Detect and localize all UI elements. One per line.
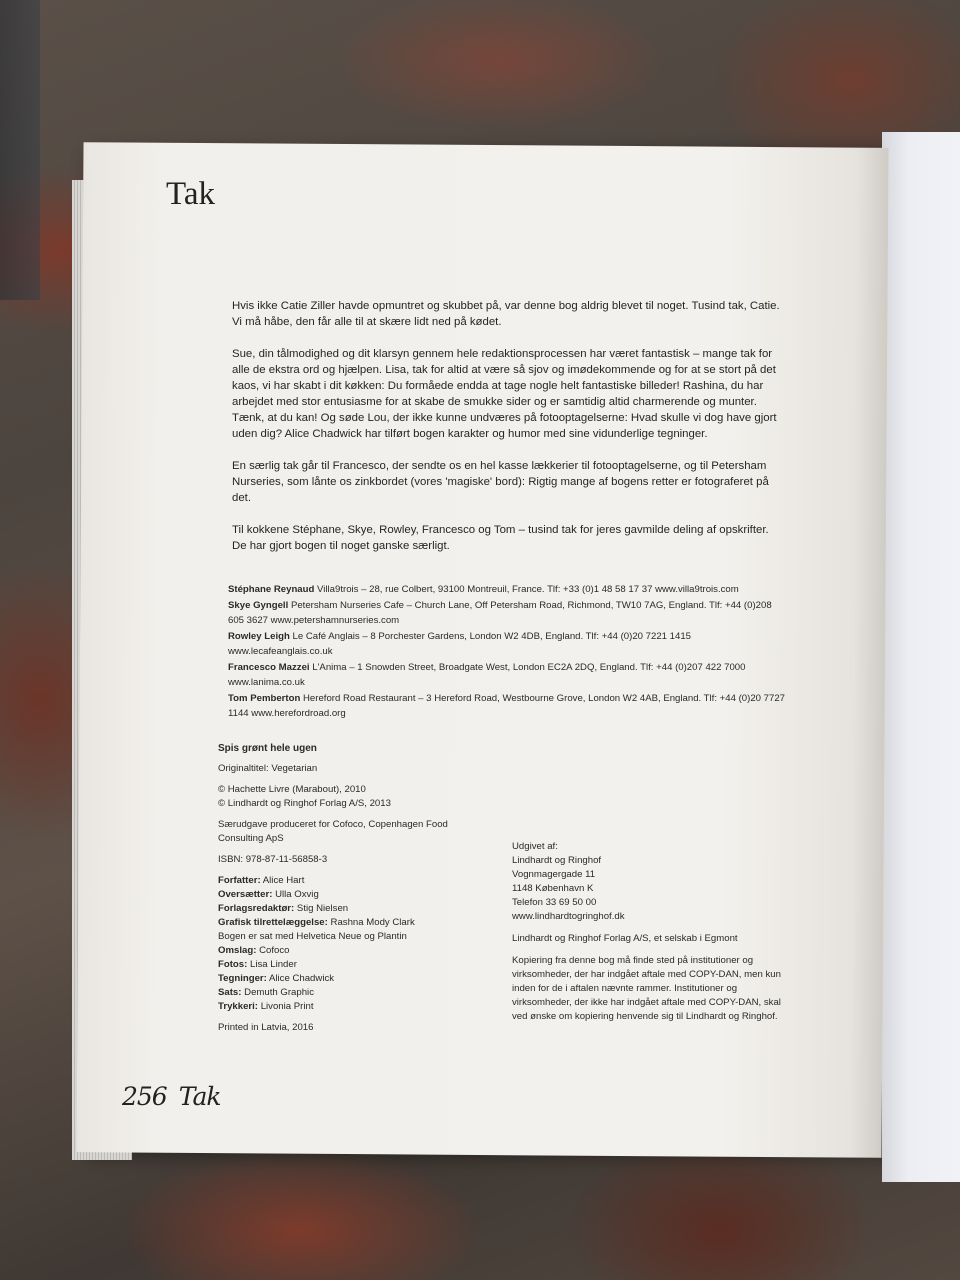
copyright-line: © Lindhardt og Ringhof Forlag A/S, 2013: [218, 798, 391, 809]
contact-details: Petersham Nurseries Cafe – Church Lane, Off Petersham Road, Richmond, TW10 7AG, England. Tlf: +44 (0)208 605 3627 www.petershamnurseries.com: [228, 599, 772, 626]
credit-label: Fotos:: [218, 959, 248, 970]
address-line: www.lindhardtogringhof.dk: [512, 911, 625, 922]
copy-notice: Kopiering fra denne bog må finde sted på institutioner og virksomheder, der har indgået aftale med COPY-DAN, men kun inden for de i aftalen nævnte rammer. Institutioner og virksomheder, der ikke har indgået aftale med COPY-DAN, skal ved ønske om kopiering henvende sig til Lindhardt og Ringhof.: [512, 955, 781, 1022]
credit-value: Bogen er sat med Helvetica Neue og Plantin: [218, 931, 407, 942]
copyright: [218, 783, 478, 811]
contact-details: Villa9trois – 28, rue Colbert, 93100 Montreuil, France. Tlf: +33 (0)1 48 58 17 37 www.villa9trois.com: [317, 584, 739, 595]
paragraph: Hvis ikke Catie Ziller havde opmuntret og skubbet på, var denne bog aldrig blevet til noget. Tusind tak, Catie. Vi må håbe, den får alle til at skære lidt ned på kødet.: [232, 300, 780, 328]
credit-line: [218, 986, 478, 1000]
publisher-label: Udgivet af:: [512, 841, 558, 852]
credit-line: [218, 930, 478, 944]
credits: [218, 874, 478, 1014]
paragraph: Til kokkene Stéphane, Skye, Rowley, Francesco og Tom – tusind tak for jeres gavmilde deling af opskrifter. De har gjort bogen til noget ganske særligt.: [232, 524, 769, 552]
contact-name: Skye Gyngell: [228, 599, 289, 611]
contact-details: Hereford Road Restaurant – 3 Hereford Road, Westbourne Grove, London W2 4AB, England. Tlf: +44 (0)20 7727 1144 www.herefordroad.org: [228, 692, 786, 719]
contact-details: L'Anima – 1 Snowden Street, Broadgate West, London EC2A 2DQ, England. Tlf: +44 (0)207 422 7000 www.lanima.co.uk: [228, 661, 746, 688]
publisher-address: [512, 840, 792, 924]
credit-line: [218, 916, 478, 930]
credit-line: [218, 902, 478, 916]
credit-label: Grafisk tilrettelæggelse:: [218, 917, 328, 928]
contact-name: Rowley Leigh: [228, 630, 290, 642]
credit-value: Stig Nielsen: [296, 903, 349, 914]
contact-entry: [228, 582, 788, 598]
credit-label: Sats:: [218, 987, 242, 998]
contact-name: Francesco Mazzei: [228, 661, 310, 673]
contact-name: Tom Pemberton: [228, 692, 301, 704]
credit-label: Omslag:: [218, 945, 257, 956]
page-title: Tak: [166, 176, 216, 212]
credit-value: Alice Chadwick: [269, 973, 335, 984]
copyright-line: © Hachette Livre (Marabout), 2010: [218, 784, 366, 795]
credit-label: Trykkeri:: [218, 1001, 259, 1012]
printed-in: Printed in Latvia, 2016: [218, 1022, 314, 1033]
acknowledgement-text: [232, 298, 784, 570]
contact-entry: [228, 629, 788, 660]
credit-line: [218, 888, 478, 902]
credit-value: Livonia Print: [260, 1001, 314, 1012]
book-title: Spis grønt hele ugen: [218, 743, 317, 754]
address-line: Vognmagergade 11: [512, 869, 596, 880]
contact-entry: [228, 691, 788, 722]
credit-line: [218, 944, 478, 958]
credit-value: Lisa Linder: [249, 959, 297, 970]
credit-value: Rashna Mody Clark: [330, 917, 415, 928]
credit-value: Cofoco: [259, 945, 290, 956]
contact-name: Stéphane Reynaud: [228, 584, 315, 595]
facing-page-edge: [882, 132, 960, 1182]
credit-value: Alice Hart: [262, 875, 305, 886]
credit-label: Forlagsredaktør:: [218, 903, 295, 914]
page-number: 256: [122, 1082, 167, 1111]
credit-label: Forfatter:: [218, 875, 261, 886]
section-name: Tak: [178, 1082, 221, 1111]
page-folio: [122, 1082, 221, 1111]
address-line: Lindhardt og Ringhof: [512, 855, 602, 866]
credit-line: [218, 1000, 478, 1014]
credit-label: Oversætter:: [218, 889, 273, 900]
address-line: 1148 København K: [512, 883, 594, 894]
isbn: ISBN: 978-87-11-56858-3: [218, 854, 328, 865]
credit-line: [218, 874, 478, 888]
credit-value: Demuth Graphic: [244, 987, 314, 998]
credit-value: Ulla Oxvig: [275, 889, 319, 900]
publisher-info: [512, 840, 792, 1032]
contact-entry: [228, 660, 788, 691]
publisher-company: Lindhardt og Ringhof Forlag A/S, et selskab i Egmont: [512, 933, 738, 944]
paragraph: Sue, din tålmodighed og dit klarsyn gennem hele redaktionsprocessen har været fantastisk – mange tak for alle de ekstra ord og hjælpen. Lisa, tak for altid at være så sjov og imødekommende og for at se stort på det kaos, vi har skabt i dit køkken: Du formåede endda at tage nogle helt fantastiske billeder! Rashina, du har arbejdet med stor entusiasme for at skabe de smukke sider og er samtidig altid charmerende og munter. Tænk, at du kan! Og søde Lou, der ikke kunne undværes på fotooptagelserne: Hvad skulle vi dog have gjort uden dig? Alice Chadwick har tilført bogen karakter og humor med sine vidunderlige tegninger.: [232, 348, 777, 440]
contact-entry: [228, 598, 788, 629]
colophon: [218, 742, 478, 1035]
special-edition: Særudgave produceret for Cofoco, Copenhagen Food Consulting ApS: [218, 819, 448, 844]
chef-contacts: [228, 582, 788, 722]
credit-line: [218, 958, 478, 972]
paragraph: En særlig tak går til Francesco, der sendte os en hel kasse lækkerier til fotooptagelserne, og til Petersham Nurseries, som lånte os zinkbordet (vores 'magiske' bord): Rigtig mange af bogens retter er fotograferet på det.: [232, 460, 769, 504]
background-stripe: [0, 0, 40, 300]
address-line: Telefon 33 69 50 00: [512, 897, 597, 908]
contact-details: Le Café Anglais – 8 Porchester Gardens, London W2 4DB, England. Tlf: +44 (0)20 7221 1415 www.lecafeanglais.co.uk: [228, 630, 692, 657]
credit-line: [218, 972, 478, 986]
credit-label: Tegninger:: [218, 973, 267, 984]
original-title: Originaltitel: Vegetarian: [218, 763, 318, 774]
